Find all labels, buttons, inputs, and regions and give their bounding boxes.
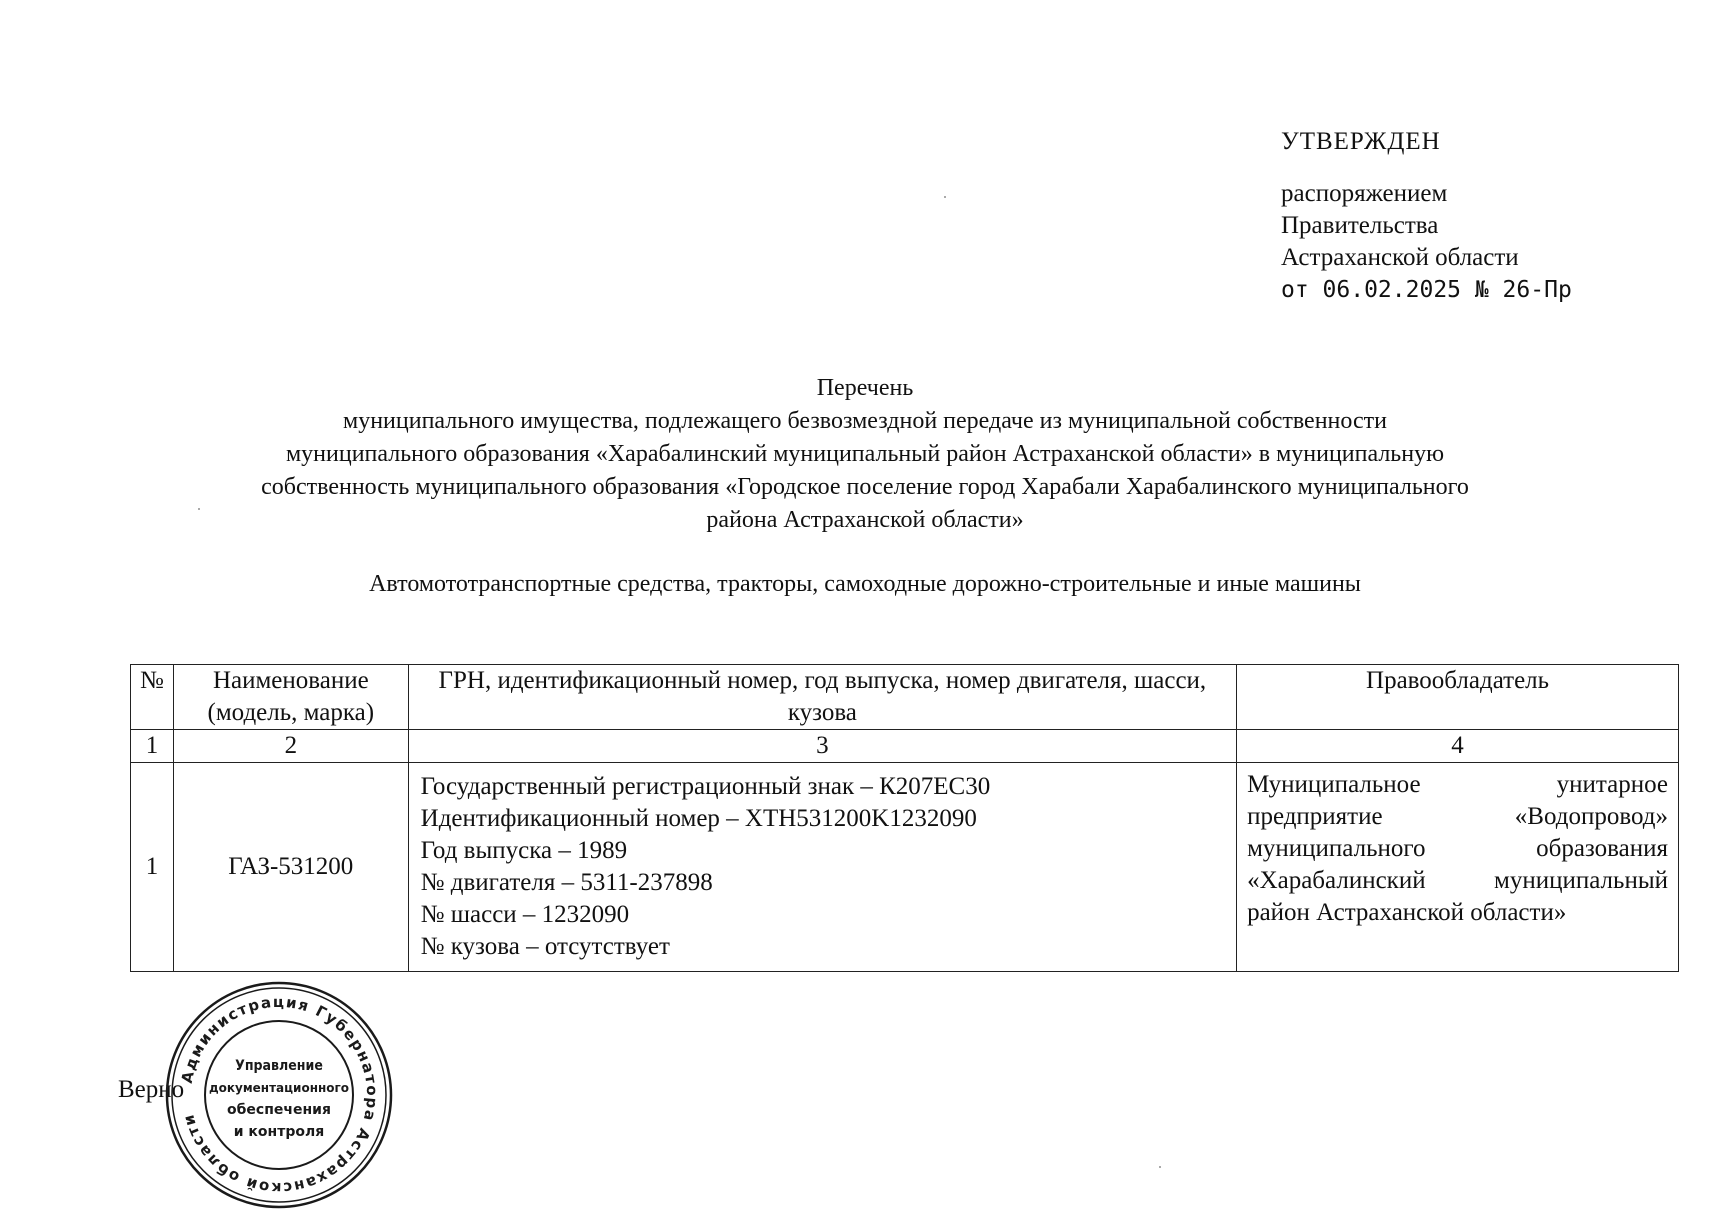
chassis-number: № шасси – 1232090 xyxy=(420,901,630,928)
official-stamp xyxy=(164,980,394,1215)
header-owner: Правообладатель xyxy=(1237,665,1679,730)
approval-line-1: распоряжением xyxy=(1281,180,1448,207)
approval-date-line: от 06.02.2025 № 26-Пр xyxy=(1281,277,1572,303)
scan-speck xyxy=(1159,1166,1161,1168)
vin-number: Идентификационный номер – XTH531200K1232090 xyxy=(420,805,977,832)
scan-speck xyxy=(198,508,200,510)
stamp-center-line-2: документационного xyxy=(208,1081,350,1095)
column-number: 2 xyxy=(173,730,408,763)
column-number: 1 xyxy=(131,730,174,763)
stamp-center-line-3: обеспечения xyxy=(227,1102,331,1118)
property-table xyxy=(130,664,1679,972)
table-header-row xyxy=(131,665,1679,730)
heading-title: Перечень xyxy=(816,375,914,401)
owner: Муниципальное унитарное предприятие «Водопровод» муниципального образования «Харабалинский муниципальный район Астраханской области» xyxy=(1237,763,1679,972)
table-row xyxy=(131,763,1679,972)
header-name: Наименование (модель, марка) xyxy=(173,665,408,730)
stamp-seal-icon xyxy=(164,980,394,1210)
vehicle-details xyxy=(408,763,1236,972)
manufacture-year: Год выпуска – 1989 xyxy=(420,837,628,864)
registration-plate: Государственный регистрационный знак – К207ЕС30 xyxy=(420,773,991,800)
stamp-center-line-1: Управление xyxy=(235,1058,323,1074)
scan-speck xyxy=(944,196,946,198)
section-subheading: Автомототранспортные средства, тракторы, самоходные дорожно-строительные и иные машины xyxy=(369,571,1361,597)
stamp-center-line-4: и контроля xyxy=(233,1124,325,1140)
document-heading xyxy=(120,372,1610,537)
approval-line-3: Астраханской области xyxy=(1281,244,1519,271)
stamp-ring-text: Администрация Губернатора Астраханской области xyxy=(177,992,382,1198)
header-number: № xyxy=(131,665,174,730)
body-number: № кузова – отсутствует xyxy=(420,933,670,960)
heading-line-4: района Астраханской области» xyxy=(706,507,1024,533)
column-number: 3 xyxy=(408,730,1236,763)
heading-line-1: муниципального имущества, подлежащего безвозмездной передаче из муниципальной собственности xyxy=(343,408,1387,434)
approval-title: УТВЕРЖДЕН xyxy=(1281,128,1441,155)
svg-text:Администрация Губернатора Астр xyxy=(178,993,381,1197)
vehicle-name: ГАЗ-531200 xyxy=(173,763,408,972)
row-number: 1 xyxy=(131,763,174,972)
column-number: 4 xyxy=(1237,730,1679,763)
heading-line-2: муниципального образования «Харабалинский муниципальный район Астраханской области» в муниципальную xyxy=(285,441,1445,467)
column-number-row xyxy=(131,730,1679,763)
signature-verno: Верно xyxy=(118,1076,185,1103)
header-details: ГРН, идентификационный номер, год выпуска, номер двигателя, шасси, кузова xyxy=(408,665,1236,730)
approval-line-2: Правительства xyxy=(1281,212,1439,239)
approval-block xyxy=(1281,126,1572,306)
engine-number: № двигателя – 5311-237898 xyxy=(420,869,713,896)
heading-line-3: собственность муниципального образования «Городское поселение город Харабали Харабалинского муниципального xyxy=(261,474,1469,500)
